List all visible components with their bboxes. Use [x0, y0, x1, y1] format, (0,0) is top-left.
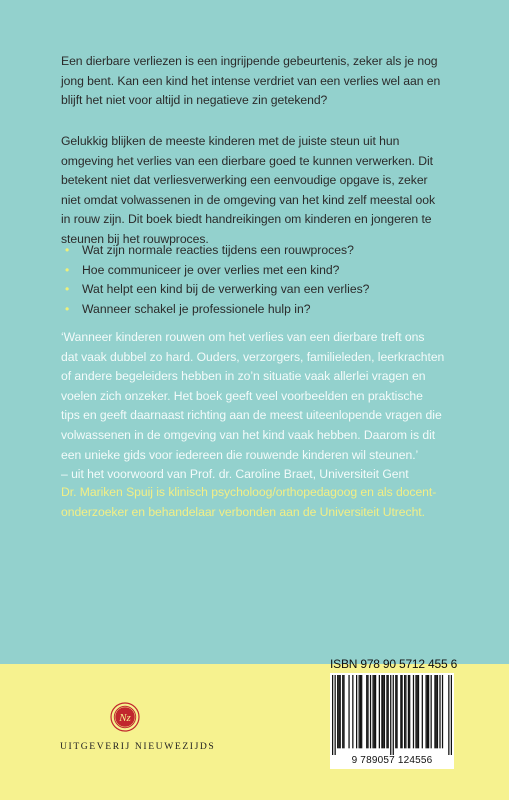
- body-paragraph: [61, 132, 461, 250]
- intro-line: blijft het niet voor altijd in negatieve zin getekend?: [61, 93, 328, 108]
- barcode-bar: [340, 675, 341, 748]
- isbn-label: ISBN 978 90 5712 455 6: [330, 657, 458, 671]
- barcode-bar: [437, 675, 438, 748]
- barcode-bar: [381, 675, 382, 748]
- intro-line: jong bent. Kan een kind het intense verdriet van een verlies wel aan en: [61, 73, 441, 88]
- barcode-bar: [401, 675, 402, 748]
- question-list-item: [61, 280, 369, 300]
- barcode-bar: [360, 675, 361, 748]
- barcode-bar: [404, 675, 405, 748]
- barcode-bar: [384, 675, 385, 748]
- barcode-bar: [396, 675, 397, 748]
- quote-line: of andere begeleiders hebben in zo’n situatie vaak allerlei vragen en: [61, 369, 426, 384]
- body-line: betekent niet dat verliesverwerking een eenvoudige opgave is, zeker: [61, 173, 428, 188]
- barcode-bar: [332, 675, 333, 755]
- barcode-bar: [442, 675, 443, 748]
- author-line: onderzoeker en behandelaar verbonden aan de Universiteit Utrecht.: [61, 504, 425, 519]
- author-bio: [61, 483, 461, 522]
- publisher-name: UITGEVERIJ NIEUWEZIJDS: [60, 741, 216, 752]
- body-line: Gelukkig blijken de meeste kinderen met de juiste steun uit hun: [61, 134, 400, 148]
- foreword-quote: [61, 328, 461, 485]
- barcode-bar: [427, 675, 428, 748]
- barcode-bar: [428, 675, 429, 748]
- barcode-bar: [431, 675, 432, 748]
- barcode-bar: [342, 675, 343, 748]
- barcode-bar: [415, 675, 416, 748]
- barcode-bar: [400, 675, 401, 748]
- barcode-bar: [343, 675, 344, 748]
- bullet-icon: •: [65, 301, 70, 316]
- barcode-bar: [448, 675, 449, 755]
- barcode-bars: [332, 675, 452, 755]
- question-text: Wat zijn normale reacties tijdens een rouwproces?: [82, 243, 354, 257]
- quote-attribution: – uit het voorwoord van Prof. dr. Caroline Braet, Universiteit Gent: [61, 467, 409, 482]
- body-line: omgeving het verlies van een dierbare goed te kunnen verwerken. Dit: [61, 153, 433, 168]
- quote-line: dat vaak dubbel zo hard. Ouders, verzorgers, familieleden, leerkrachten: [61, 349, 445, 364]
- quote-line: ‘Wanneer kinderen rouwen om het verlies van een dierbare treft ons: [61, 330, 425, 344]
- barcode-bar: [359, 675, 360, 748]
- barcode-bar: [366, 675, 367, 748]
- barcode-bar: [337, 675, 338, 748]
- barcode-bar: [395, 675, 396, 748]
- publisher-logo: [60, 702, 230, 762]
- barcode-bar: [439, 675, 440, 748]
- barcode-bar: [338, 675, 339, 748]
- question-text: Wanneer schakel je professionele hulp in?: [82, 301, 311, 316]
- question-list-item: [61, 261, 369, 281]
- question-list-item: [61, 300, 369, 320]
- body-line: steunen bij het rouwproces.: [61, 231, 209, 246]
- barcode-bar: [408, 675, 409, 748]
- body-line: in rouw zijn. Dit boek biedt handreikingen om kinderen en jongeren te: [61, 212, 432, 227]
- quote-line: voelen zich onzeker. Het boek geeft veel voorbeelden en praktische: [61, 388, 423, 403]
- publisher-seal-icon: [110, 702, 140, 732]
- barcode-bar: [390, 675, 391, 755]
- bullet-icon: •: [65, 282, 70, 297]
- barcode-bar: [383, 675, 384, 748]
- barcode-bar: [405, 675, 406, 748]
- barcode-bar: [436, 675, 437, 748]
- bullet-icon: •: [65, 243, 70, 257]
- barcode-bar: [370, 675, 371, 748]
- barcode-bar: [352, 675, 353, 748]
- barcode: [330, 673, 454, 769]
- question-text: Wat helpt een kind bij de verwerking van een verlies?: [82, 282, 370, 297]
- barcode-bar: [409, 675, 410, 748]
- bullet-icon: •: [65, 262, 70, 277]
- quote-line: tips en geeft daarnaast richting aan de meest uiteenlopende vragen die: [61, 408, 442, 423]
- barcode-bar: [348, 675, 349, 748]
- barcode-bar: [434, 675, 435, 748]
- question-text: Hoe communiceer je over verlies met een kind?: [82, 262, 340, 277]
- author-line: Dr. Mariken Spuij is klinisch psycholoog/orthopedagoog en als docent-: [61, 485, 437, 499]
- barcode-bar: [374, 675, 375, 748]
- barcode-bar: [388, 675, 389, 748]
- barcode-bar: [375, 675, 376, 748]
- question-list-item: [61, 241, 369, 261]
- body-line: niet omdat volwassenen in de omgeving van het kind zelf meestal ook: [61, 192, 436, 207]
- barcode-bar: [393, 675, 394, 755]
- logo-monogram: Nz: [119, 712, 131, 724]
- barcode-number: 9 789057 124556: [351, 755, 433, 766]
- barcode-bar: [451, 675, 452, 755]
- barcode-bar: [356, 675, 357, 748]
- barcode-bar: [418, 675, 419, 748]
- barcode-bar: [361, 675, 362, 748]
- intro-line: Een dierbare verliezen is een ingrijpende gebeurtenis, zeker als je nog: [61, 54, 438, 68]
- barcode-bar: [413, 675, 414, 748]
- barcode-bar: [386, 675, 387, 748]
- barcode-bar: [425, 675, 426, 748]
- question-list: [61, 241, 369, 319]
- intro-paragraph: [61, 52, 461, 111]
- barcode-bar: [335, 675, 336, 755]
- barcode-bar: [422, 675, 423, 748]
- barcode-bar: [367, 675, 368, 748]
- barcode-bar: [417, 675, 418, 748]
- quote-line: een unieke gids voor iedereen die rouwende kinderen wil steunen.’: [61, 447, 419, 462]
- barcode-bar: [372, 675, 373, 748]
- quote-line: volwassenen in de omgeving van het kind vaak hebben. Daarom is dit: [61, 427, 436, 442]
- barcode-bar: [379, 675, 380, 748]
